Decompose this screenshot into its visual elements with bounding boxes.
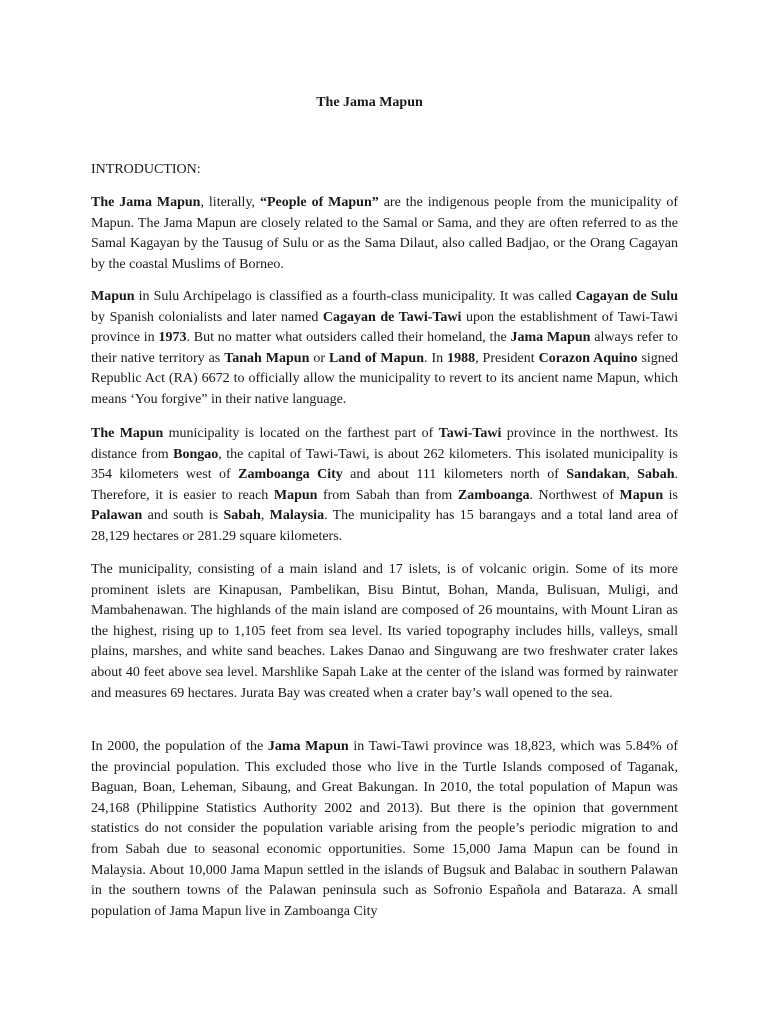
text-run: , bbox=[260, 508, 270, 524]
paragraph bbox=[91, 287, 678, 411]
text-run: , the capital of Tawi-Tawi, is about 262 kilometers. This isolated municipality is 354 kilometers west of bbox=[91, 446, 678, 483]
bold-text: 1988 bbox=[447, 350, 476, 366]
text-run: in Sulu Archipelago is classified as a fourth-class municipality. It was called bbox=[134, 289, 576, 304]
text-run: always refer to their native territory as bbox=[91, 330, 679, 366]
section-heading: INTRODUCTION: bbox=[91, 162, 201, 177]
bold-text: Zamboanga City bbox=[238, 467, 343, 483]
text-run: , bbox=[626, 467, 638, 483]
bold-text: Cagayan de Tawi-Tawi bbox=[322, 309, 462, 325]
text-run: is bbox=[663, 487, 678, 503]
text-run: and about 111 kilometers north of bbox=[342, 467, 567, 483]
bold-text: Zamboanga bbox=[457, 487, 530, 503]
text-run: signed Republic Act (RA) 6672 to officially allow the municipality to revert to its ancient name Mapun, which means ‘You forgive” in their native language. bbox=[91, 350, 678, 407]
bold-text: Corazon Aquino bbox=[538, 350, 638, 366]
text-run: upon the establishment of Tawi-Tawi province in bbox=[91, 309, 678, 346]
bold-text: Land of Mapun bbox=[328, 350, 425, 366]
text-run: In 2000, the population of the bbox=[91, 739, 268, 754]
paragraph bbox=[91, 424, 678, 548]
text-run: by Spanish colonialists and later named bbox=[91, 309, 323, 325]
bold-text: Mapun bbox=[91, 289, 135, 304]
bold-text: Tanah Mapun bbox=[224, 350, 310, 366]
text-run: , literally, bbox=[200, 195, 260, 210]
bold-text: Mapun bbox=[273, 487, 318, 503]
text-run: municipality is located on the farthest part of bbox=[163, 426, 439, 441]
bold-text: Cagayan de Sulu bbox=[575, 289, 678, 304]
text-run: . Northwest of bbox=[529, 487, 620, 503]
bold-text: Mapun bbox=[619, 487, 664, 503]
bold-text: Jama Mapun bbox=[267, 739, 349, 754]
bold-text: Palawan bbox=[91, 508, 143, 524]
text-run: from Sabah than from bbox=[317, 487, 458, 503]
text-run: . In bbox=[424, 350, 448, 366]
bold-text: The Jama Mapun bbox=[91, 195, 201, 210]
text-run: . But no matter what outsiders called their homeland, the bbox=[186, 330, 511, 346]
text-run: are the indigenous people from the municipality of Mapun. The Jama Mapun are closely related to the Samal or Sama, and they are often referred to as the Samal Kagayan by the Tausug of Sulu or as the Sama Dilaut, also called Badjao, or the Orang Cagayan by the coastal Muslims of Borneo. bbox=[91, 195, 678, 272]
text-run: . Therefore, it is easier to reach bbox=[91, 467, 679, 503]
document-title: The Jama Mapun bbox=[316, 95, 423, 110]
paragraph bbox=[91, 737, 678, 922]
bold-text: Tawi-Tawi bbox=[438, 426, 502, 441]
bold-text: Sabah bbox=[223, 508, 261, 524]
bold-text: The Mapun bbox=[91, 426, 164, 441]
bold-text: Malaysia bbox=[269, 508, 325, 524]
bold-text: Bongao bbox=[173, 446, 219, 462]
text-run: . The municipality has 15 barangays and a total land area of 28,129 hectares or 281.29 square kilometers. bbox=[91, 508, 679, 544]
text-run: province in the northwest. Its distance from bbox=[91, 426, 678, 462]
bold-text: Jama Mapun bbox=[510, 330, 591, 346]
text-run: or bbox=[309, 350, 329, 366]
text-run: and south is bbox=[142, 508, 224, 524]
text-run: in Tawi-Tawi province was 18,823, which was 5.84% of the provincial population. This excluded those who live in the Turtle Islands composed of Taganak, Baguan, Boan, Leheman, Sibaung, and Great Bakungan. In 2010, the total population of Mapun was 24,168 (Philippine Statistics Authority 2002 and 2013). But there is the opinion that government statistics do not consider the population variable arising from the people’s periodic migration to and from Sabah due to seasonal economic opportunities. Some 15,000 Jama Mapun can be found in Malaysia. About 10,000 Jama Mapun settled in the islands of Bugsuk and Balabac in southern Palawan in the southern towns of the Palawan peninsula such as Sofronio Española and Bataraza. A small population of Jama Mapun live in Zamboanga City bbox=[91, 739, 679, 919]
text-run: , President bbox=[475, 350, 539, 366]
bold-text: Sabah bbox=[637, 467, 675, 483]
bold-text: “People of Mapun” bbox=[259, 195, 379, 210]
bold-text: Sandakan bbox=[566, 467, 627, 483]
paragraph bbox=[91, 193, 678, 275]
text-run: The municipality, consisting of a main island and 17 islets, is of volcanic origin. Some of its more prominent islets are Kinapusan, Pambelikan, Bisu Bintut, Bohan, Manda, Bulisuan, Muligi, and Mambahenawan. The highlands of the main island are composed of 26 mountains, with Mount Liran as the highest, rising up to 1,105 feet from sea level. Its varied topography includes hills, valleys, small plains, marshes, and white sand beaches. Lakes Danao and Singuwang are two freshwater crater lakes about 40 feet above sea level. Marshlike Sapah Lake at the center of the island was formed by rainwater and measures 69 hectares. Jurata Bay was created when a crater bay’s wall opened to the sea. bbox=[91, 562, 678, 701]
paragraph bbox=[91, 560, 678, 704]
bold-text: 1973 bbox=[158, 330, 187, 346]
